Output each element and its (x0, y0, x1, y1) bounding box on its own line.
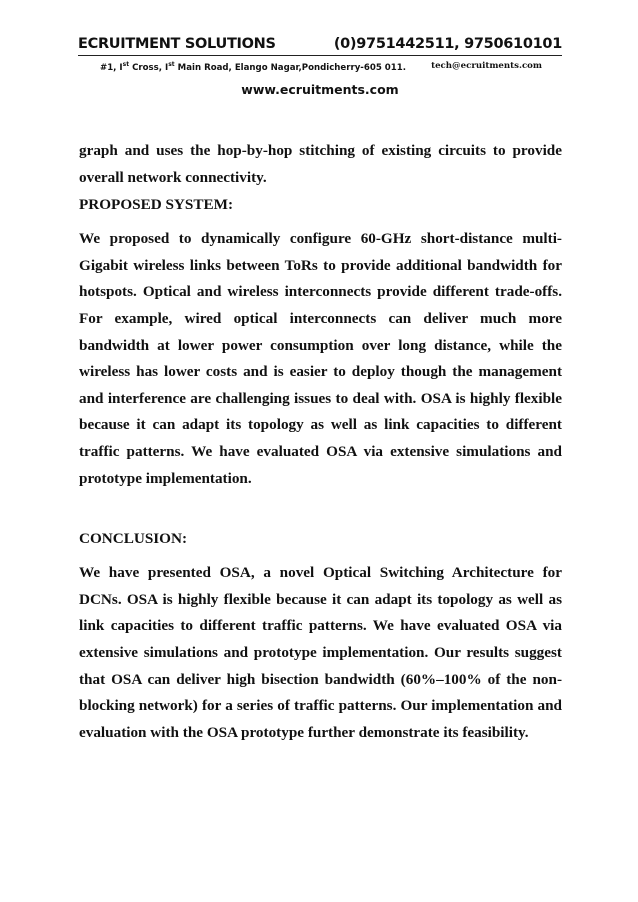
address-superscript: st (122, 61, 130, 68)
address-superscript: st (168, 61, 175, 68)
conclusion-paragraph: We have presented OSA, a novel Optical Switching Architecture for DCNs. OSA is highly flexible because it can adapt its topology as well as link capacities to different traffic patterns. We have evaluated OSA via extensive simulations and prototype implementation. Our results suggest that OSA can deliver high bisection bandwidth (60%–100% of the non-blocking network) for a series of traffic patterns. Our implementation and evaluation with the OSA prototype further demonstrate its feasibility. (79, 564, 562, 741)
continuation-paragraph: graph and uses the hop-by-hop stitching of existing circuits to provide overall network connectivity. (79, 142, 562, 186)
email-address[interactable]: tech@ecruitments.com (431, 61, 542, 71)
address-part: Main Road, Elango Nagar,Pondicherry-605 011. (174, 62, 407, 73)
address-part: #1, I (100, 62, 123, 73)
conclusion-heading: CONCLUSION: (79, 530, 188, 548)
proposed-system-heading: PROPOSED SYSTEM: (79, 196, 234, 214)
website-url[interactable]: www.ecruitments.com (241, 81, 399, 97)
letterhead (78, 34, 562, 97)
phone-numbers: (0)9751442511, 9750610101 (333, 36, 562, 52)
letterhead-address-row (78, 61, 562, 73)
letterhead-top-row (78, 34, 562, 56)
proposed-system-paragraph: We proposed to dynamically configure 60-GHz short-distance multi-Gigabit wireless links between ToRs to provide additional bandwidth for hotspots. Optical and wireless interconnects provide different trade-offs. For example, wired optical interconnects can deliver much more bandwidth at lower power consumption over long distance, while the wireless has lower costs and is easier to deploy though the management and interference are challenging issues to deal with. OSA is highly flexible because it can adapt its topology as well as link capacities to different traffic patterns. We have evaluated OSA via extensive simulations and prototype implementation. (79, 230, 562, 487)
address (100, 61, 406, 73)
document-body (79, 138, 562, 746)
company-name: ECRUITMENT SOLUTIONS (78, 36, 276, 52)
address-part: Cross, I (129, 62, 169, 73)
